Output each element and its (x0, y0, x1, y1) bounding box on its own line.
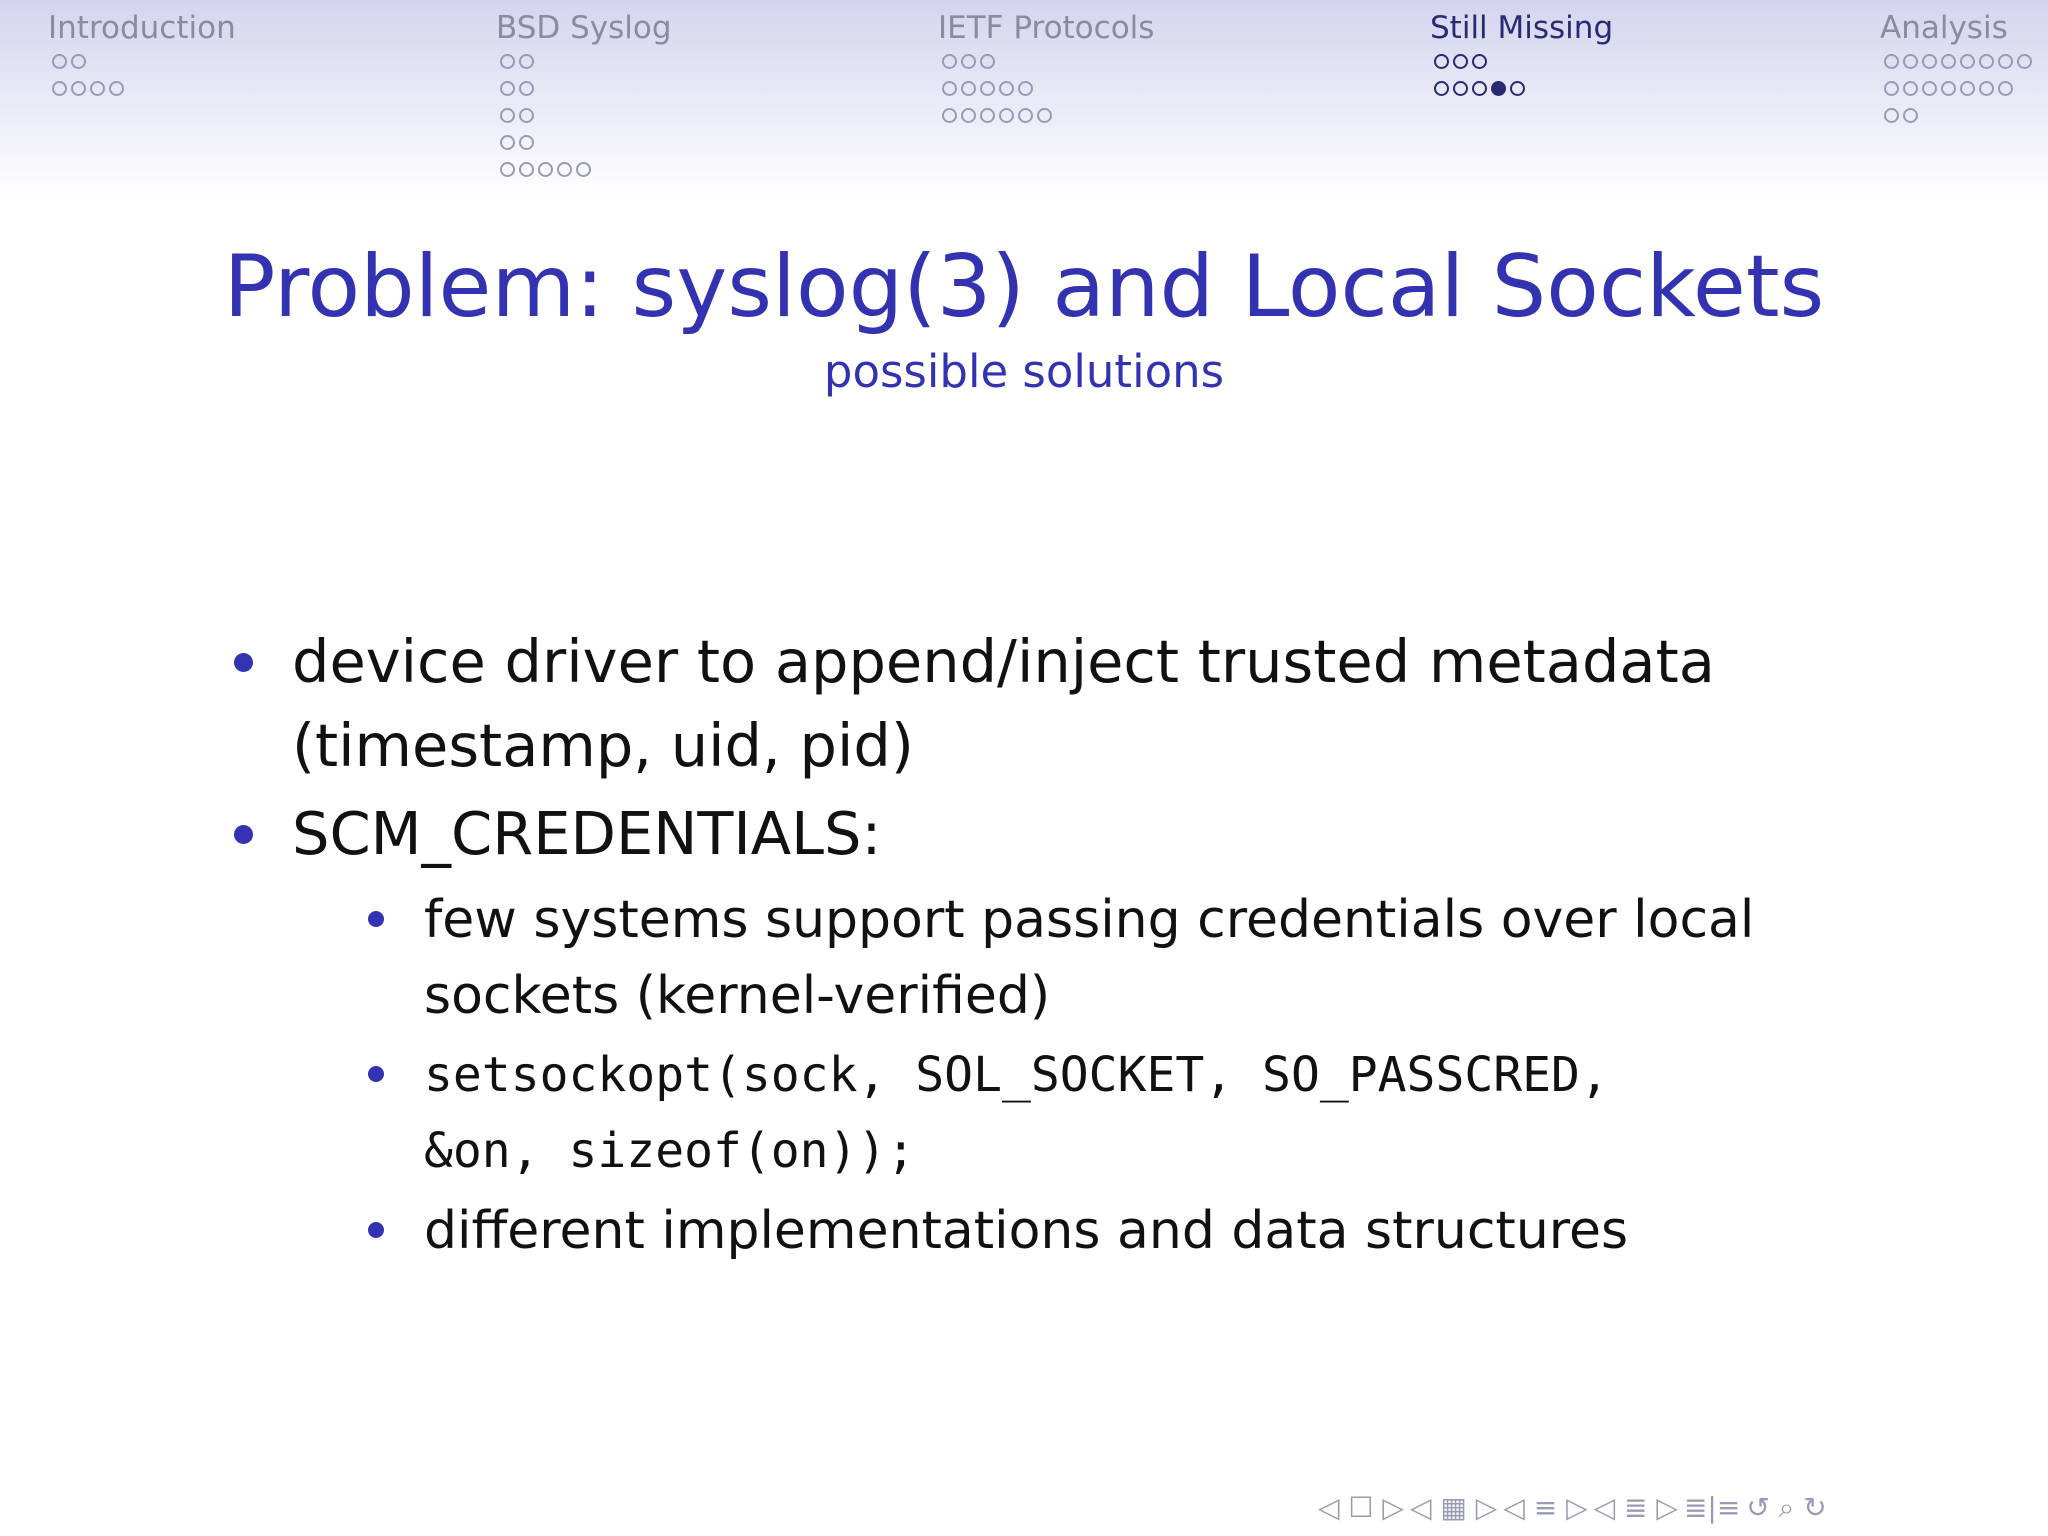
bullet-text: few systems support passing credentials over local (424, 890, 1755, 950)
nav-frame-dot[interactable] (1979, 81, 1994, 96)
nav-prev-icon[interactable]: ◁ ☐ ▷ (1318, 1491, 1404, 1524)
nav-frame-row (500, 48, 672, 75)
nav-frame-dot[interactable] (942, 81, 957, 96)
nav-frame-dot[interactable] (1434, 81, 1449, 96)
nav-section-icon[interactable]: ≣|≡ (1683, 1491, 1741, 1524)
nav-frame-dot[interactable] (519, 81, 534, 96)
nav-frame-dot[interactable] (500, 54, 515, 69)
nav-section-title[interactable]: Analysis (1880, 10, 2008, 46)
nav-frame-dot[interactable] (71, 54, 86, 69)
nav-frame-dot[interactable] (1884, 81, 1899, 96)
nav-search-icon[interactable]: ↺ ⌕ ↻ (1746, 1491, 1827, 1524)
nav-frame-dot[interactable] (500, 135, 515, 150)
nav-frame-dot[interactable] (942, 54, 957, 69)
nav-frame-dot[interactable] (1941, 81, 1956, 96)
bullet-icon (234, 653, 253, 672)
nav-frame-row (500, 156, 672, 183)
bullet-icon (368, 1066, 384, 1082)
nav-frame-dot[interactable] (1018, 108, 1033, 123)
nav-frame-row (942, 48, 1154, 75)
nav-frame-dot[interactable] (961, 108, 976, 123)
nav-frame-row (500, 129, 672, 156)
nav-frame-dot[interactable] (557, 162, 572, 177)
nav-frame-row (1434, 48, 1613, 75)
nav-frame-dot[interactable] (1922, 54, 1937, 69)
nav-frame-dot[interactable] (52, 54, 67, 69)
nav-frame-dot[interactable] (1884, 108, 1899, 123)
nav-section-title[interactable]: Introduction (48, 10, 236, 46)
beamer-navigation-symbols[interactable] (1318, 1488, 2038, 1528)
nav-frame-dot[interactable] (1903, 81, 1918, 96)
nav-frame-row (1884, 48, 2036, 75)
nav-frame-row (1434, 75, 1613, 102)
nav-frame-row (1884, 102, 2036, 129)
nav-frame-row (500, 102, 672, 129)
nav-subsection-icon[interactable]: ◁ ≣ ▷ (1593, 1491, 1678, 1524)
nav-section-title[interactable]: BSD Syslog (496, 10, 672, 46)
nav-frame-row (500, 75, 672, 102)
nav-frame-dot[interactable] (71, 81, 86, 96)
nav-frame-dot[interactable] (519, 108, 534, 123)
nav-frame-dot[interactable] (980, 81, 995, 96)
nav-frame-dot[interactable] (519, 162, 534, 177)
nav-frame-row (52, 48, 236, 75)
bullet-text: different implementations and data structures (424, 1201, 1629, 1261)
slide-subtitle: possible solutions (823, 345, 1225, 398)
nav-next-icon[interactable]: ◁ ≡ ▷ (1503, 1491, 1588, 1524)
nav-frame-dot[interactable] (999, 81, 1014, 96)
nav-frame-dot[interactable] (942, 108, 957, 123)
nav-frame-dot[interactable] (961, 54, 976, 69)
nav-frame-dot[interactable] (1472, 54, 1487, 69)
nav-frame-dot[interactable] (1960, 81, 1975, 96)
nav-frame-icon[interactable]: ◁ ▦ ▷ (1409, 1491, 1498, 1524)
nav-frame-dot[interactable] (500, 108, 515, 123)
nav-section[interactable] (496, 8, 672, 183)
nav-frame-dot[interactable] (1453, 81, 1468, 96)
nav-frame-dot[interactable] (1998, 54, 2013, 69)
bullet-text: setsockopt(sock, SOL_SOCKET, SO_PASSCRED, (424, 1047, 1609, 1103)
nav-frame-row (52, 75, 236, 102)
nav-section-title[interactable]: IETF Protocols (938, 10, 1155, 46)
nav-frame-dot[interactable] (1018, 81, 1033, 96)
nav-frame-dot[interactable] (1922, 81, 1937, 96)
nav-frame-dot[interactable] (1903, 54, 1918, 69)
nav-frame-dot[interactable] (980, 108, 995, 123)
nav-frame-row (1884, 75, 2036, 102)
nav-frame-dot[interactable] (1037, 108, 1052, 123)
nav-frame-dot[interactable] (538, 162, 553, 177)
nav-frame-dot[interactable] (1941, 54, 1956, 69)
nav-frame-row (942, 75, 1154, 102)
bullet-text: device driver to append/inject trusted metadata (292, 627, 1715, 696)
nav-frame-dot[interactable] (1979, 54, 1994, 69)
nav-frame-dot[interactable] (519, 54, 534, 69)
nav-section[interactable] (48, 8, 236, 102)
nav-frame-dot[interactable] (1491, 81, 1506, 96)
nav-section[interactable] (1430, 8, 1613, 102)
nav-frame-dot[interactable] (90, 81, 105, 96)
nav-frame-dot[interactable] (1510, 81, 1525, 96)
nav-frame-dot[interactable] (500, 81, 515, 96)
nav-frame-dot[interactable] (1903, 108, 1918, 123)
nav-frame-dot[interactable] (1434, 54, 1449, 69)
nav-frame-row (942, 102, 1154, 129)
bullet-text: SCM_CREDENTIALS: (292, 799, 882, 868)
nav-frame-dot[interactable] (52, 81, 67, 96)
nav-frame-dot[interactable] (500, 162, 515, 177)
bullet-icon (234, 825, 253, 844)
nav-frame-dot[interactable] (1884, 54, 1899, 69)
nav-section[interactable] (938, 8, 1154, 129)
nav-frame-dot[interactable] (109, 81, 124, 96)
bullet-text: (timestamp, uid, pid) (292, 711, 914, 780)
nav-frame-dot[interactable] (980, 54, 995, 69)
nav-frame-dot[interactable] (1453, 54, 1468, 69)
nav-section[interactable] (1880, 8, 2036, 129)
nav-frame-dot[interactable] (1960, 54, 1975, 69)
bullet-text: &on, sizeof(on)); (424, 1123, 916, 1179)
nav-frame-dot[interactable] (519, 135, 534, 150)
nav-frame-dot[interactable] (576, 162, 591, 177)
nav-frame-dot[interactable] (1472, 81, 1487, 96)
slide-title: Problem: syslog(3) and Local Sockets (223, 237, 1825, 337)
bullet-icon (368, 1222, 384, 1238)
nav-frame-dot[interactable] (1998, 81, 2013, 96)
bullet-text: sockets (kernel-verified) (424, 966, 1051, 1026)
nav-frame-dot[interactable] (961, 81, 976, 96)
bullet-icon (368, 911, 384, 927)
section-navigation-bar (0, 0, 2048, 200)
nav-section-title[interactable]: Still Missing (1430, 10, 1614, 46)
nav-frame-dot[interactable] (999, 108, 1014, 123)
nav-frame-dot[interactable] (2017, 54, 2032, 69)
